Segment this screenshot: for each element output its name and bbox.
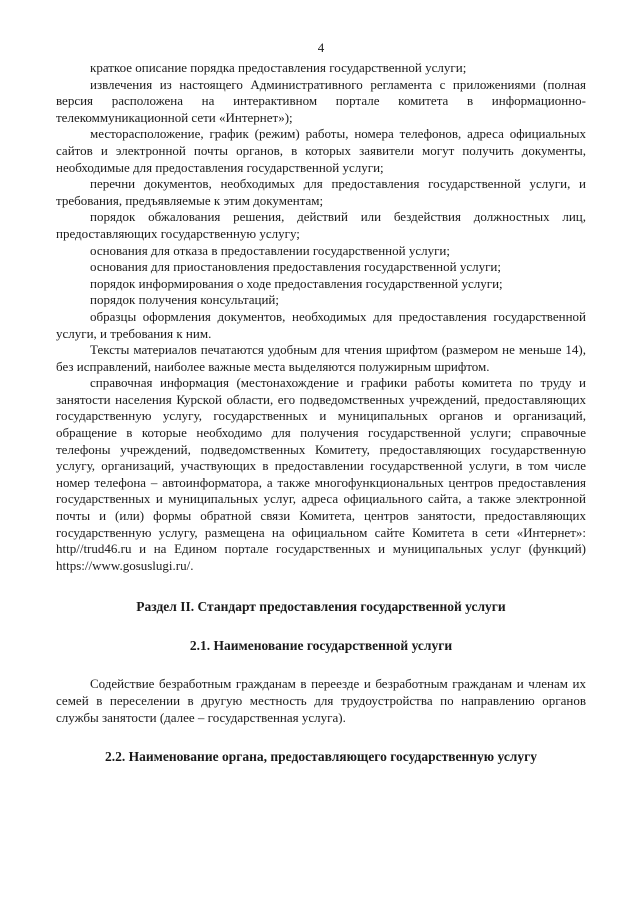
paragraph-reference-info: справочная информация (местонахождение и графики работы комитета по труду и занятости населения Курской области, его подведомственных учреждений, предоставляющих государственную услугу, государственных и муниципальных органов и организаций, обращение в которые необходимо для получения государственной услуги; справочные телефоны учреждений, подведомственных Комитету, предоставляющих государственную услугу, организаций, участвующих в предоставлении государственной услуги, в том числе номер телефона – автоинформатора, а также многофункциональных центров предоставления государственных и муниципальных услуг, адреса официального сайта, а также электронной почты и (или) формы обратной связи Комитета, центров занятости, предоставляющих государственную услугу, размещена на официальном сайте Комитета в сети «Интернет»: http//trud46.ru и на Едином портале государственных и муниципальных услуг (функций) https://www.gosuslugi.ru/.	[56, 375, 586, 573]
paragraph-location-schedule: месторасположение, график (режим) работы, номера телефонов, адреса официальных сайтов и электронной почты органов, в которых заявители могут получить документы, необходимые для предоставления государственной услуги;	[56, 126, 586, 175]
subsection-title-service-name: 2.1. Наименование государственной услуги	[189, 638, 453, 654]
subsection-title-provider-name: 2.2. Наименование органа, предоставляющего государственную услугу	[104, 749, 538, 765]
paragraph-refusal-grounds: основания для отказа в предоставлении государственной услуги;	[90, 242, 450, 258]
paragraph-document-samples: образцы оформления документов, необходимых для предоставления государственной услуги, и требования к ним.	[56, 308, 586, 341]
paragraph-service-name: Содействие безработным гражданам в переезде и безработным гражданам и членам их семей в переселении в другую местность для трудоустройства по направлению органов службы занятости (далее – государственная услуга).	[56, 676, 586, 725]
paragraph-font-requirements: Тексты материалов печатаются удобным для чтения шрифтом (размером не меньше 14), без исправлений, наиболее важные места выделяются полужирным шрифтом.	[56, 342, 586, 374]
page-number: 4	[317, 40, 325, 55]
paragraph-appeal-procedure: порядок обжалования решения, действий или бездействия должностных лиц, предоставляющих государственную услугу;	[56, 209, 586, 241]
paragraph-document-lists: перечни документов, необходимых для предоставления государственной услуги, и требования, предъявляемые к этим документам;	[56, 176, 586, 208]
paragraph-regulation-extracts: извлечения из настоящего Административного регламента с приложениями (полная версия расположена на интерактивном портале комитета в информационно-телекоммуникационной сети «Интернет»);	[56, 76, 586, 125]
document-body	[56, 60, 586, 765]
paragraph-suspension-grounds: основания для приостановления предоставления государственной услуги;	[90, 259, 502, 275]
section-title: Раздел II. Стандарт предоставления государственной услуги	[136, 599, 506, 615]
paragraph-consultations: порядок получения консультаций;	[90, 292, 279, 308]
paragraph-brief-description: краткое описание порядка предоставления государственной услуги;	[90, 60, 467, 75]
paragraph-progress-info: порядок информирования о ходе предоставления государственной услуги;	[90, 275, 503, 291]
